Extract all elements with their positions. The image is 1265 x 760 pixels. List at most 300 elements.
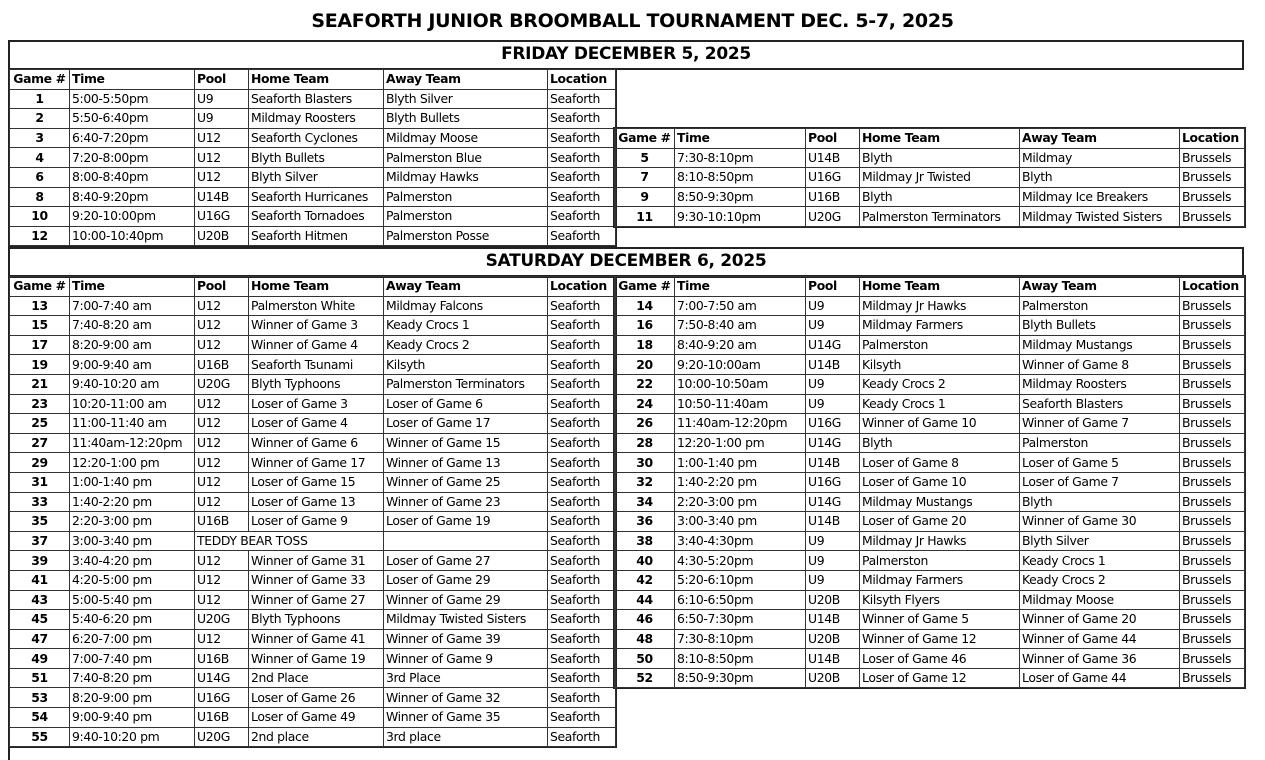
pool-cell: U16G	[806, 414, 860, 434]
pool-cell: U9	[806, 316, 860, 336]
table-row	[615, 668, 1245, 688]
home-team-cell: Palmerston	[860, 551, 1020, 571]
away-team-cell: Mildmay Moose	[1020, 590, 1180, 610]
pool-cell: U20B	[195, 226, 249, 246]
away-team-cell: Mildmay Falcons	[384, 296, 548, 316]
time-cell: 6:20-7:00 pm	[70, 629, 195, 649]
location-cell: Seaforth	[548, 570, 616, 590]
table-row	[10, 472, 616, 492]
home-team-cell: Loser of Game 4	[249, 414, 384, 434]
home-team-cell: Winner of Game 4	[249, 335, 384, 355]
location-cell: Seaforth	[548, 109, 616, 129]
location-cell: Brussels	[1180, 590, 1245, 610]
pool-cell: U16B	[195, 649, 249, 669]
home-team-cell: Winner of Game 31	[249, 551, 384, 571]
table-row	[615, 610, 1245, 630]
game-number-cell: 2	[10, 109, 70, 129]
saturday-heading: SATURDAY DECEMBER 6, 2025	[485, 251, 767, 271]
away-team-cell: Loser of Game 27	[384, 551, 548, 571]
table-row	[615, 551, 1245, 571]
pool-cell: U20G	[195, 610, 249, 630]
game-number-cell: 27	[10, 433, 70, 453]
away-team-cell: 3rd place	[384, 727, 548, 747]
game-number-cell: 34	[615, 492, 675, 512]
game-number-cell: 47	[10, 629, 70, 649]
away-team-cell: Palmerston Terminators	[384, 374, 548, 394]
table-row	[615, 335, 1245, 355]
game-number-cell: 50	[615, 649, 675, 669]
away-team-cell: Loser of Game 29	[384, 570, 548, 590]
pool-cell: U16G	[195, 688, 249, 708]
table-row	[615, 453, 1245, 473]
time-cell: 3:00-3:40 pm	[70, 531, 195, 551]
away-team-cell: Keady Crocs 2	[1020, 570, 1180, 590]
away-team-cell	[384, 531, 548, 551]
time-cell: 6:50-7:30pm	[675, 610, 806, 630]
time-cell: 8:10-8:50pm	[675, 168, 806, 188]
time-cell: 10:00-10:40pm	[70, 226, 195, 246]
home-team-cell: 2nd Place	[249, 668, 384, 688]
time-cell: 10:20-11:00 am	[70, 394, 195, 414]
location-cell: Seaforth	[548, 207, 616, 227]
table-row	[615, 570, 1245, 590]
table-row	[10, 128, 616, 148]
time-cell: 8:20-9:00 am	[70, 335, 195, 355]
location-cell: Seaforth	[548, 727, 616, 747]
away-team-cell: Kilsyth	[384, 355, 548, 375]
location-cell: Brussels	[1180, 168, 1245, 188]
table-row	[615, 433, 1245, 453]
location-cell: Brussels	[1180, 335, 1245, 355]
column-header-game-number: Game #	[10, 277, 70, 297]
away-team-cell: Loser of Game 17	[384, 414, 548, 434]
home-team-cell: Winner of Game 41	[249, 629, 384, 649]
time-cell: 7:40-8:20 pm	[70, 668, 195, 688]
away-team-cell: Winner of Game 20	[1020, 610, 1180, 630]
time-cell: 5:40-6:20 pm	[70, 610, 195, 630]
game-number-cell: 44	[615, 590, 675, 610]
time-cell: 9:00-9:40 pm	[70, 708, 195, 728]
table-row	[10, 335, 616, 355]
column-header-game-number: Game #	[10, 70, 70, 90]
table-row	[615, 472, 1245, 492]
location-cell: Seaforth	[548, 610, 616, 630]
pool-cell: U12	[195, 167, 249, 187]
table-row	[10, 167, 616, 187]
table-row	[615, 531, 1245, 551]
table-row	[10, 512, 616, 532]
away-team-cell: Winner of Game 23	[384, 492, 548, 512]
game-number-cell: 7	[615, 168, 675, 188]
home-team-cell: Blyth Bullets	[249, 148, 384, 168]
home-team-cell: Winner of Game 33	[249, 570, 384, 590]
pool-cell: U9	[806, 374, 860, 394]
home-team-cell: Loser of Game 15	[249, 472, 384, 492]
location-cell: Brussels	[1180, 668, 1245, 688]
pool-cell: U12	[195, 472, 249, 492]
location-cell: Seaforth	[548, 708, 616, 728]
home-team-cell: Palmerston White	[249, 296, 384, 316]
home-team-cell: Loser of Game 20	[860, 512, 1020, 532]
away-team-cell: 3rd Place	[384, 668, 548, 688]
game-number-cell: 45	[10, 610, 70, 630]
pool-cell: U14B	[806, 453, 860, 473]
column-header-location: Location	[548, 277, 616, 297]
pool-cell: U9	[806, 531, 860, 551]
table-row	[10, 551, 616, 571]
table-row	[10, 296, 616, 316]
pool-cell: U16B	[195, 512, 249, 532]
game-number-cell: 14	[615, 296, 675, 316]
column-header-time: Time	[675, 277, 806, 297]
table-row	[615, 168, 1245, 188]
home-team-cell: Kilsyth	[860, 355, 1020, 375]
table-row	[10, 89, 616, 109]
table-row	[10, 649, 616, 669]
away-team-cell: Winner of Game 25	[384, 472, 548, 492]
column-header-away-team: Away Team	[1020, 277, 1180, 297]
time-cell: 7:00-7:40 pm	[70, 649, 195, 669]
home-team-cell: Kilsyth Flyers	[860, 590, 1020, 610]
away-team-cell: Palmerston Blue	[384, 148, 548, 168]
pool-cell: U20B	[806, 629, 860, 649]
home-team-cell: Blyth Typhoons	[249, 610, 384, 630]
away-team-cell: Mildmay Moose	[384, 128, 548, 148]
game-number-cell: 3	[10, 128, 70, 148]
pool-cell: U12	[195, 394, 249, 414]
table-row	[10, 570, 616, 590]
time-cell: 5:00-5:40 pm	[70, 590, 195, 610]
home-team-cell: Mildmay Jr Hawks	[860, 296, 1020, 316]
game-number-cell: 12	[10, 226, 70, 246]
table-row	[615, 296, 1245, 316]
location-cell: Brussels	[1180, 207, 1245, 227]
time-cell: 4:30-5:20pm	[675, 551, 806, 571]
pool-cell: U9	[806, 551, 860, 571]
away-team-cell: Blyth	[1020, 168, 1180, 188]
game-number-cell: 9	[615, 187, 675, 207]
pool-cell: U14G	[806, 433, 860, 453]
pool-cell: U9	[806, 296, 860, 316]
home-team-cell: Winner of Game 5	[860, 610, 1020, 630]
location-cell: Brussels	[1180, 512, 1245, 532]
table-row	[615, 316, 1245, 336]
game-number-cell: 42	[615, 570, 675, 590]
pool-cell: U12	[195, 128, 249, 148]
away-team-cell: Palmerston	[384, 207, 548, 227]
location-cell: Seaforth	[548, 355, 616, 375]
time-cell: 8:00-8:40pm	[70, 167, 195, 187]
table-row	[10, 316, 616, 336]
time-cell: 9:20-10:00pm	[70, 207, 195, 227]
home-team-cell: Blyth	[860, 148, 1020, 168]
table-row	[10, 492, 616, 512]
location-cell: Brussels	[1180, 394, 1245, 414]
location-cell: Seaforth	[548, 374, 616, 394]
pool-cell: U12	[195, 492, 249, 512]
location-cell: Brussels	[1180, 649, 1245, 669]
header-row	[10, 277, 616, 297]
table-row	[10, 187, 616, 207]
location-cell: Seaforth	[548, 394, 616, 414]
home-team-cell: Blyth	[860, 187, 1020, 207]
column-header-away-team: Away Team	[384, 70, 548, 90]
time-cell: 1:40-2:20 pm	[70, 492, 195, 512]
away-team-cell: Winner of Game 9	[384, 649, 548, 669]
game-number-cell: 37	[10, 531, 70, 551]
table-row	[10, 668, 616, 688]
location-cell: Seaforth	[548, 453, 616, 473]
friday-heading-band	[8, 40, 1244, 70]
column-header-home-team: Home Team	[249, 70, 384, 90]
pool-cell: U16G	[195, 207, 249, 227]
game-number-cell: 28	[615, 433, 675, 453]
time-cell: 2:20-3:00 pm	[70, 512, 195, 532]
pool-cell: U12	[195, 590, 249, 610]
time-cell: 7:30-8:10pm	[675, 148, 806, 168]
home-team-cell: Mildmay Farmers	[860, 570, 1020, 590]
game-number-cell: 46	[615, 610, 675, 630]
table-row	[10, 207, 616, 227]
table-row	[10, 531, 616, 551]
pool-cell: U14G	[806, 492, 860, 512]
page-title: SEAFORTH JUNIOR BROOMBALL TOURNAMENT DEC. 5-7, 2025	[311, 10, 954, 32]
game-number-cell: 41	[10, 570, 70, 590]
away-team-cell: Mildmay Twisted Sisters	[1020, 207, 1180, 227]
table-row	[10, 727, 616, 747]
time-cell: 9:40-10:20 pm	[70, 727, 195, 747]
location-cell: Brussels	[1180, 296, 1245, 316]
game-number-cell: 43	[10, 590, 70, 610]
column-header-location: Location	[1180, 129, 1245, 149]
away-team-cell: Palmerston	[384, 187, 548, 207]
column-header-pool: Pool	[806, 277, 860, 297]
pool-cell: U20G	[195, 374, 249, 394]
home-team-cell: Mildmay Mustangs	[860, 492, 1020, 512]
time-cell: 5:20-6:10pm	[675, 570, 806, 590]
pool-cell: U9	[195, 89, 249, 109]
pool-cell: U14B	[806, 610, 860, 630]
game-number-cell: 51	[10, 668, 70, 688]
away-team-cell: Blyth	[1020, 492, 1180, 512]
game-number-cell: 8	[10, 187, 70, 207]
home-team-cell: Winner of Game 3	[249, 316, 384, 336]
saturday-heading-band	[8, 247, 1244, 278]
game-number-cell: 17	[10, 335, 70, 355]
time-cell: 6:40-7:20pm	[70, 128, 195, 148]
time-cell: 3:40-4:30pm	[675, 531, 806, 551]
away-team-cell: Mildmay Hawks	[384, 167, 548, 187]
home-team-cell: Blyth Silver	[249, 167, 384, 187]
table-row	[10, 590, 616, 610]
game-number-cell: 33	[10, 492, 70, 512]
column-header-time: Time	[70, 70, 195, 90]
column-header-time: Time	[70, 277, 195, 297]
column-header-pool: Pool	[195, 70, 249, 90]
home-team-cell: Seaforth Cyclones	[249, 128, 384, 148]
location-cell: Brussels	[1180, 551, 1245, 571]
table-row	[10, 610, 616, 630]
time-cell: 5:50-6:40pm	[70, 109, 195, 129]
table-row	[615, 394, 1245, 414]
game-number-cell: 35	[10, 512, 70, 532]
location-cell: Brussels	[1180, 453, 1245, 473]
location-cell: Brussels	[1180, 610, 1245, 630]
location-cell: Seaforth	[548, 512, 616, 532]
location-cell: Brussels	[1180, 472, 1245, 492]
location-cell: Seaforth	[548, 668, 616, 688]
away-team-cell: Winner of Game 8	[1020, 355, 1180, 375]
location-cell: Seaforth	[548, 414, 616, 434]
game-number-cell: 55	[10, 727, 70, 747]
location-cell: Seaforth	[548, 629, 616, 649]
home-team-cell: Loser of Game 12	[860, 668, 1020, 688]
game-number-cell: 22	[615, 374, 675, 394]
time-cell: 7:40-8:20 am	[70, 316, 195, 336]
time-cell: 8:40-9:20 am	[675, 335, 806, 355]
away-team-cell: Loser of Game 5	[1020, 453, 1180, 473]
time-cell: 11:40am-12:20pm	[675, 414, 806, 434]
time-cell: 10:50-11:40am	[675, 394, 806, 414]
table-row	[10, 708, 616, 728]
time-cell: 3:40-4:20 pm	[70, 551, 195, 571]
home-team-cell: Keady Crocs 1	[860, 394, 1020, 414]
location-cell: Seaforth	[548, 89, 616, 109]
away-team-cell: Loser of Game 6	[384, 394, 548, 414]
location-cell: Seaforth	[548, 531, 616, 551]
away-team-cell: Blyth Silver	[384, 89, 548, 109]
game-number-cell: 23	[10, 394, 70, 414]
game-number-cell: 15	[10, 316, 70, 336]
pool-cell: U12	[195, 335, 249, 355]
home-team-cell: Mildmay Roosters	[249, 109, 384, 129]
time-cell: 7:00-7:40 am	[70, 296, 195, 316]
game-number-cell: 19	[10, 355, 70, 375]
away-team-cell: Keady Crocs 1	[1020, 551, 1180, 571]
column-header-location: Location	[1180, 277, 1245, 297]
location-cell: Seaforth	[548, 590, 616, 610]
game-number-cell: 53	[10, 688, 70, 708]
pool-cell: U16B	[195, 708, 249, 728]
column-header-pool: Pool	[806, 129, 860, 149]
header-row	[10, 70, 616, 90]
game-number-cell: 24	[615, 394, 675, 414]
home-team-cell: Mildmay Jr Twisted	[860, 168, 1020, 188]
away-team-cell: Blyth Bullets	[1020, 316, 1180, 336]
away-team-cell: Palmerston	[1020, 296, 1180, 316]
game-number-cell: 18	[615, 335, 675, 355]
time-cell: 7:20-8:00pm	[70, 148, 195, 168]
time-cell: 2:20-3:00 pm	[675, 492, 806, 512]
home-team-cell: Loser of Game 49	[249, 708, 384, 728]
location-cell: Seaforth	[548, 472, 616, 492]
time-cell: 8:50-9:30pm	[675, 187, 806, 207]
home-team-cell: Keady Crocs 2	[860, 374, 1020, 394]
away-team-cell: Mildmay Ice Breakers	[1020, 187, 1180, 207]
location-cell: Brussels	[1180, 374, 1245, 394]
game-number-cell: 26	[615, 414, 675, 434]
game-number-cell: 36	[615, 512, 675, 532]
table-row	[10, 355, 616, 375]
away-team-cell: Winner of Game 7	[1020, 414, 1180, 434]
time-cell: 11:40am-12:20pm	[70, 433, 195, 453]
home-team-cell: Loser of Game 3	[249, 394, 384, 414]
game-number-cell: 39	[10, 551, 70, 571]
home-team-cell: Loser of Game 8	[860, 453, 1020, 473]
home-team-cell: Blyth Typhoons	[249, 374, 384, 394]
pool-cell: U20B	[806, 668, 860, 688]
special-event-cell: TEDDY BEAR TOSS	[195, 531, 384, 551]
game-number-cell: 40	[615, 551, 675, 571]
pool-cell: U12	[195, 629, 249, 649]
game-number-cell: 10	[10, 207, 70, 227]
table-row	[10, 433, 616, 453]
table-row	[615, 148, 1245, 168]
location-cell: Brussels	[1180, 433, 1245, 453]
home-team-cell: Palmerston Terminators	[860, 207, 1020, 227]
table-row	[10, 374, 616, 394]
location-cell: Seaforth	[548, 649, 616, 669]
location-cell: Seaforth	[548, 316, 616, 336]
pool-cell: U14B	[806, 512, 860, 532]
away-team-cell: Mildmay Mustangs	[1020, 335, 1180, 355]
away-team-cell: Winner of Game 13	[384, 453, 548, 473]
pool-cell: U14B	[195, 187, 249, 207]
pool-cell: U20G	[195, 727, 249, 747]
column-header-location: Location	[548, 70, 616, 90]
away-team-cell: Blyth Silver	[1020, 531, 1180, 551]
table-row	[10, 226, 616, 246]
column-header-pool: Pool	[195, 277, 249, 297]
location-cell: Seaforth	[548, 128, 616, 148]
away-team-cell: Winner of Game 44	[1020, 629, 1180, 649]
time-cell: 8:40-9:20pm	[70, 187, 195, 207]
time-cell: 7:50-8:40 am	[675, 316, 806, 336]
table-row	[10, 414, 616, 434]
pool-cell: U12	[195, 414, 249, 434]
table-row	[615, 355, 1245, 375]
home-team-cell: Winner of Game 19	[249, 649, 384, 669]
game-number-cell: 4	[10, 148, 70, 168]
game-number-cell: 5	[615, 148, 675, 168]
away-team-cell: Loser of Game 7	[1020, 472, 1180, 492]
home-team-cell: Palmerston	[860, 335, 1020, 355]
away-team-cell: Winner of Game 32	[384, 688, 548, 708]
time-cell: 4:20-5:00 pm	[70, 570, 195, 590]
table-row	[615, 629, 1245, 649]
pool-cell: U20B	[806, 590, 860, 610]
home-team-cell: Loser of Game 13	[249, 492, 384, 512]
table-row	[10, 688, 616, 708]
time-cell: 9:20-10:00am	[675, 355, 806, 375]
game-number-cell: 25	[10, 414, 70, 434]
pool-cell: U16G	[806, 168, 860, 188]
home-team-cell: 2nd place	[249, 727, 384, 747]
time-cell: 12:20-1:00 pm	[675, 433, 806, 453]
pool-cell: U12	[195, 296, 249, 316]
time-cell: 10:00-10:50am	[675, 374, 806, 394]
pool-cell: U12	[195, 316, 249, 336]
table-row	[10, 109, 616, 129]
away-team-cell: Keady Crocs 1	[384, 316, 548, 336]
away-team-cell: Keady Crocs 2	[384, 335, 548, 355]
away-team-cell: Loser of Game 19	[384, 512, 548, 532]
pool-cell: U12	[195, 570, 249, 590]
away-team-cell: Palmerston Posse	[384, 226, 548, 246]
away-team-cell: Winner of Game 29	[384, 590, 548, 610]
pool-cell: U20G	[806, 207, 860, 227]
game-number-cell: 20	[615, 355, 675, 375]
